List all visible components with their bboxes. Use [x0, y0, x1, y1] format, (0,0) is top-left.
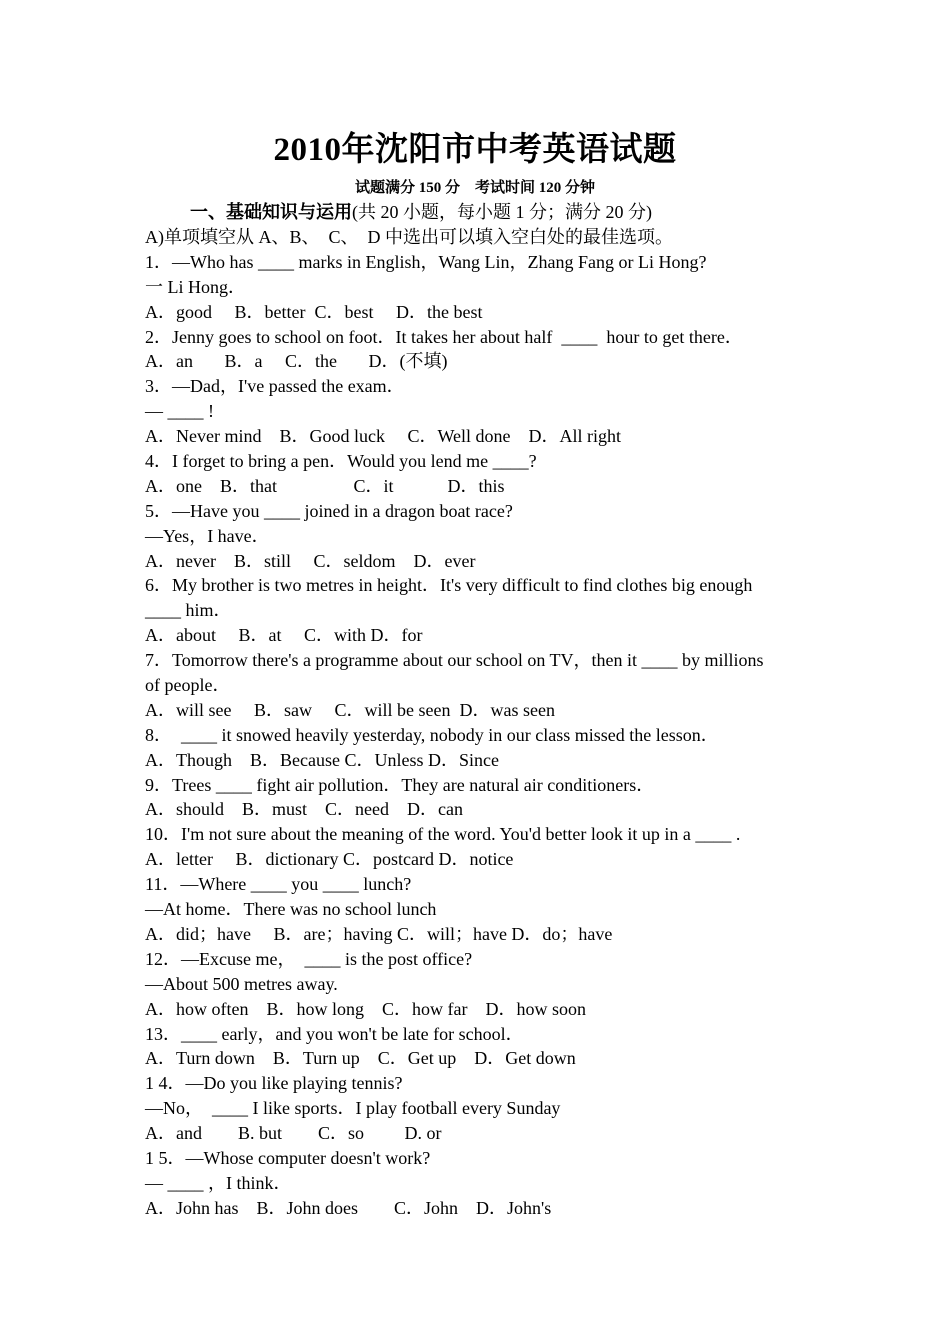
- options-line: A．Turn down B．Turn up C．Get up D．Get down: [145, 1048, 576, 1069]
- question-line: 1 4．—Do you like playing tennis?: [145, 1073, 403, 1094]
- question-continuation: of people．: [145, 675, 231, 696]
- options-line: A．will see B．saw C．will be seen D．was seen: [145, 699, 555, 720]
- options-line: A．an B．a C．the D．(不填): [145, 351, 448, 372]
- options-line: A．about B．at C．with D．for: [145, 625, 423, 646]
- options-line: A．and B. but C．so D. or: [145, 1123, 442, 1144]
- exam-info: 试题满分 150 分 考试时间 120 分钟: [354, 180, 595, 196]
- question-line: 6．My brother is two metres in height．It's very difficult to find clothes big enough: [145, 575, 753, 596]
- question-continuation: ____ him．: [145, 600, 232, 621]
- question-line: 3．—Dad，I've passed the exam．: [145, 376, 405, 397]
- question-line: 1 5．—Whose computer doesn't work?: [145, 1147, 431, 1168]
- answer-line: —About 500 metres away.: [145, 973, 338, 994]
- question-line: 10．I'm not sure about the meaning of the word. You'd better look it up in a ____ .: [145, 824, 741, 845]
- question-line: 8． ____ it snowed heavily yesterday, nobody in our class missed the lesson．: [145, 724, 719, 745]
- options-line: A．should B．must C．need D．can: [145, 799, 463, 820]
- answer-line: —Yes，I have．: [145, 525, 270, 546]
- options-line: A．letter B．dictionary C．postcard D．notice: [145, 849, 514, 870]
- answer-line: — ____ ，I think．: [145, 1172, 292, 1193]
- section-title: 一、基础知识与运用: [190, 202, 352, 222]
- options-line: A．good B．better C．best D．the best: [145, 301, 483, 322]
- options-line: A．Though B．Because C．Unless D．Since: [145, 749, 499, 770]
- answer-line: —At home．There was no school lunch: [145, 899, 437, 920]
- instruction-line: A)单项填空从 A、B、 C、 D 中选出可以填入空白处的最佳选项。: [145, 227, 674, 247]
- question-line: 5．—Have you ____ joined in a dragon boat race?: [145, 500, 513, 521]
- page-title: 2010年沈阳市中考英语试题: [273, 132, 677, 168]
- section-heading: [190, 200, 652, 224]
- options-line: A．John has B．John does C．John D．John's: [145, 1197, 552, 1218]
- options-line: A．did；have B．are；having C．will；have D．do；have: [145, 923, 613, 944]
- options-line: A．never B．still C．seldom D．ever: [145, 550, 476, 571]
- answer-line: 一 Li Hong．: [145, 276, 246, 297]
- question-line: 11．—Where ____ you ____ lunch?: [145, 874, 412, 895]
- options-line: A．one B．that C．it D．this: [145, 475, 505, 496]
- question-line: 7．Tomorrow there's a programme about our school on TV，then it ____ by millions: [145, 650, 764, 671]
- question-line: 4．I forget to bring a pen．Would you lend me ____?: [145, 451, 537, 472]
- question-line: 12．—Excuse me， ____ is the post office?: [145, 948, 473, 969]
- section-note: (共 20 小题，每小题 1 分；满分 20 分): [352, 202, 652, 222]
- options-line: A．how often B．how long C．how far D．how soon: [145, 998, 586, 1019]
- options-line: A．Never mind B．Good luck C．Well done D．All right: [145, 426, 621, 447]
- question-line: 1．—Who has ____ marks in English，Wang Lin，Zhang Fang or Li Hong?: [145, 251, 707, 272]
- question-line: 2．Jenny goes to school on foot．It takes her about half ____ hour to get there．: [145, 326, 743, 347]
- question-list: [145, 225, 813, 1221]
- answer-line: — ____ !: [145, 401, 214, 422]
- question-line: 13．____ early，and you won't be late for school．: [145, 1023, 524, 1044]
- question-line: 9．Trees ____ fight air pollution．They are natural air conditioners．: [145, 774, 655, 795]
- answer-line: —No， ____ I like sports．I play football every Sunday: [145, 1098, 561, 1119]
